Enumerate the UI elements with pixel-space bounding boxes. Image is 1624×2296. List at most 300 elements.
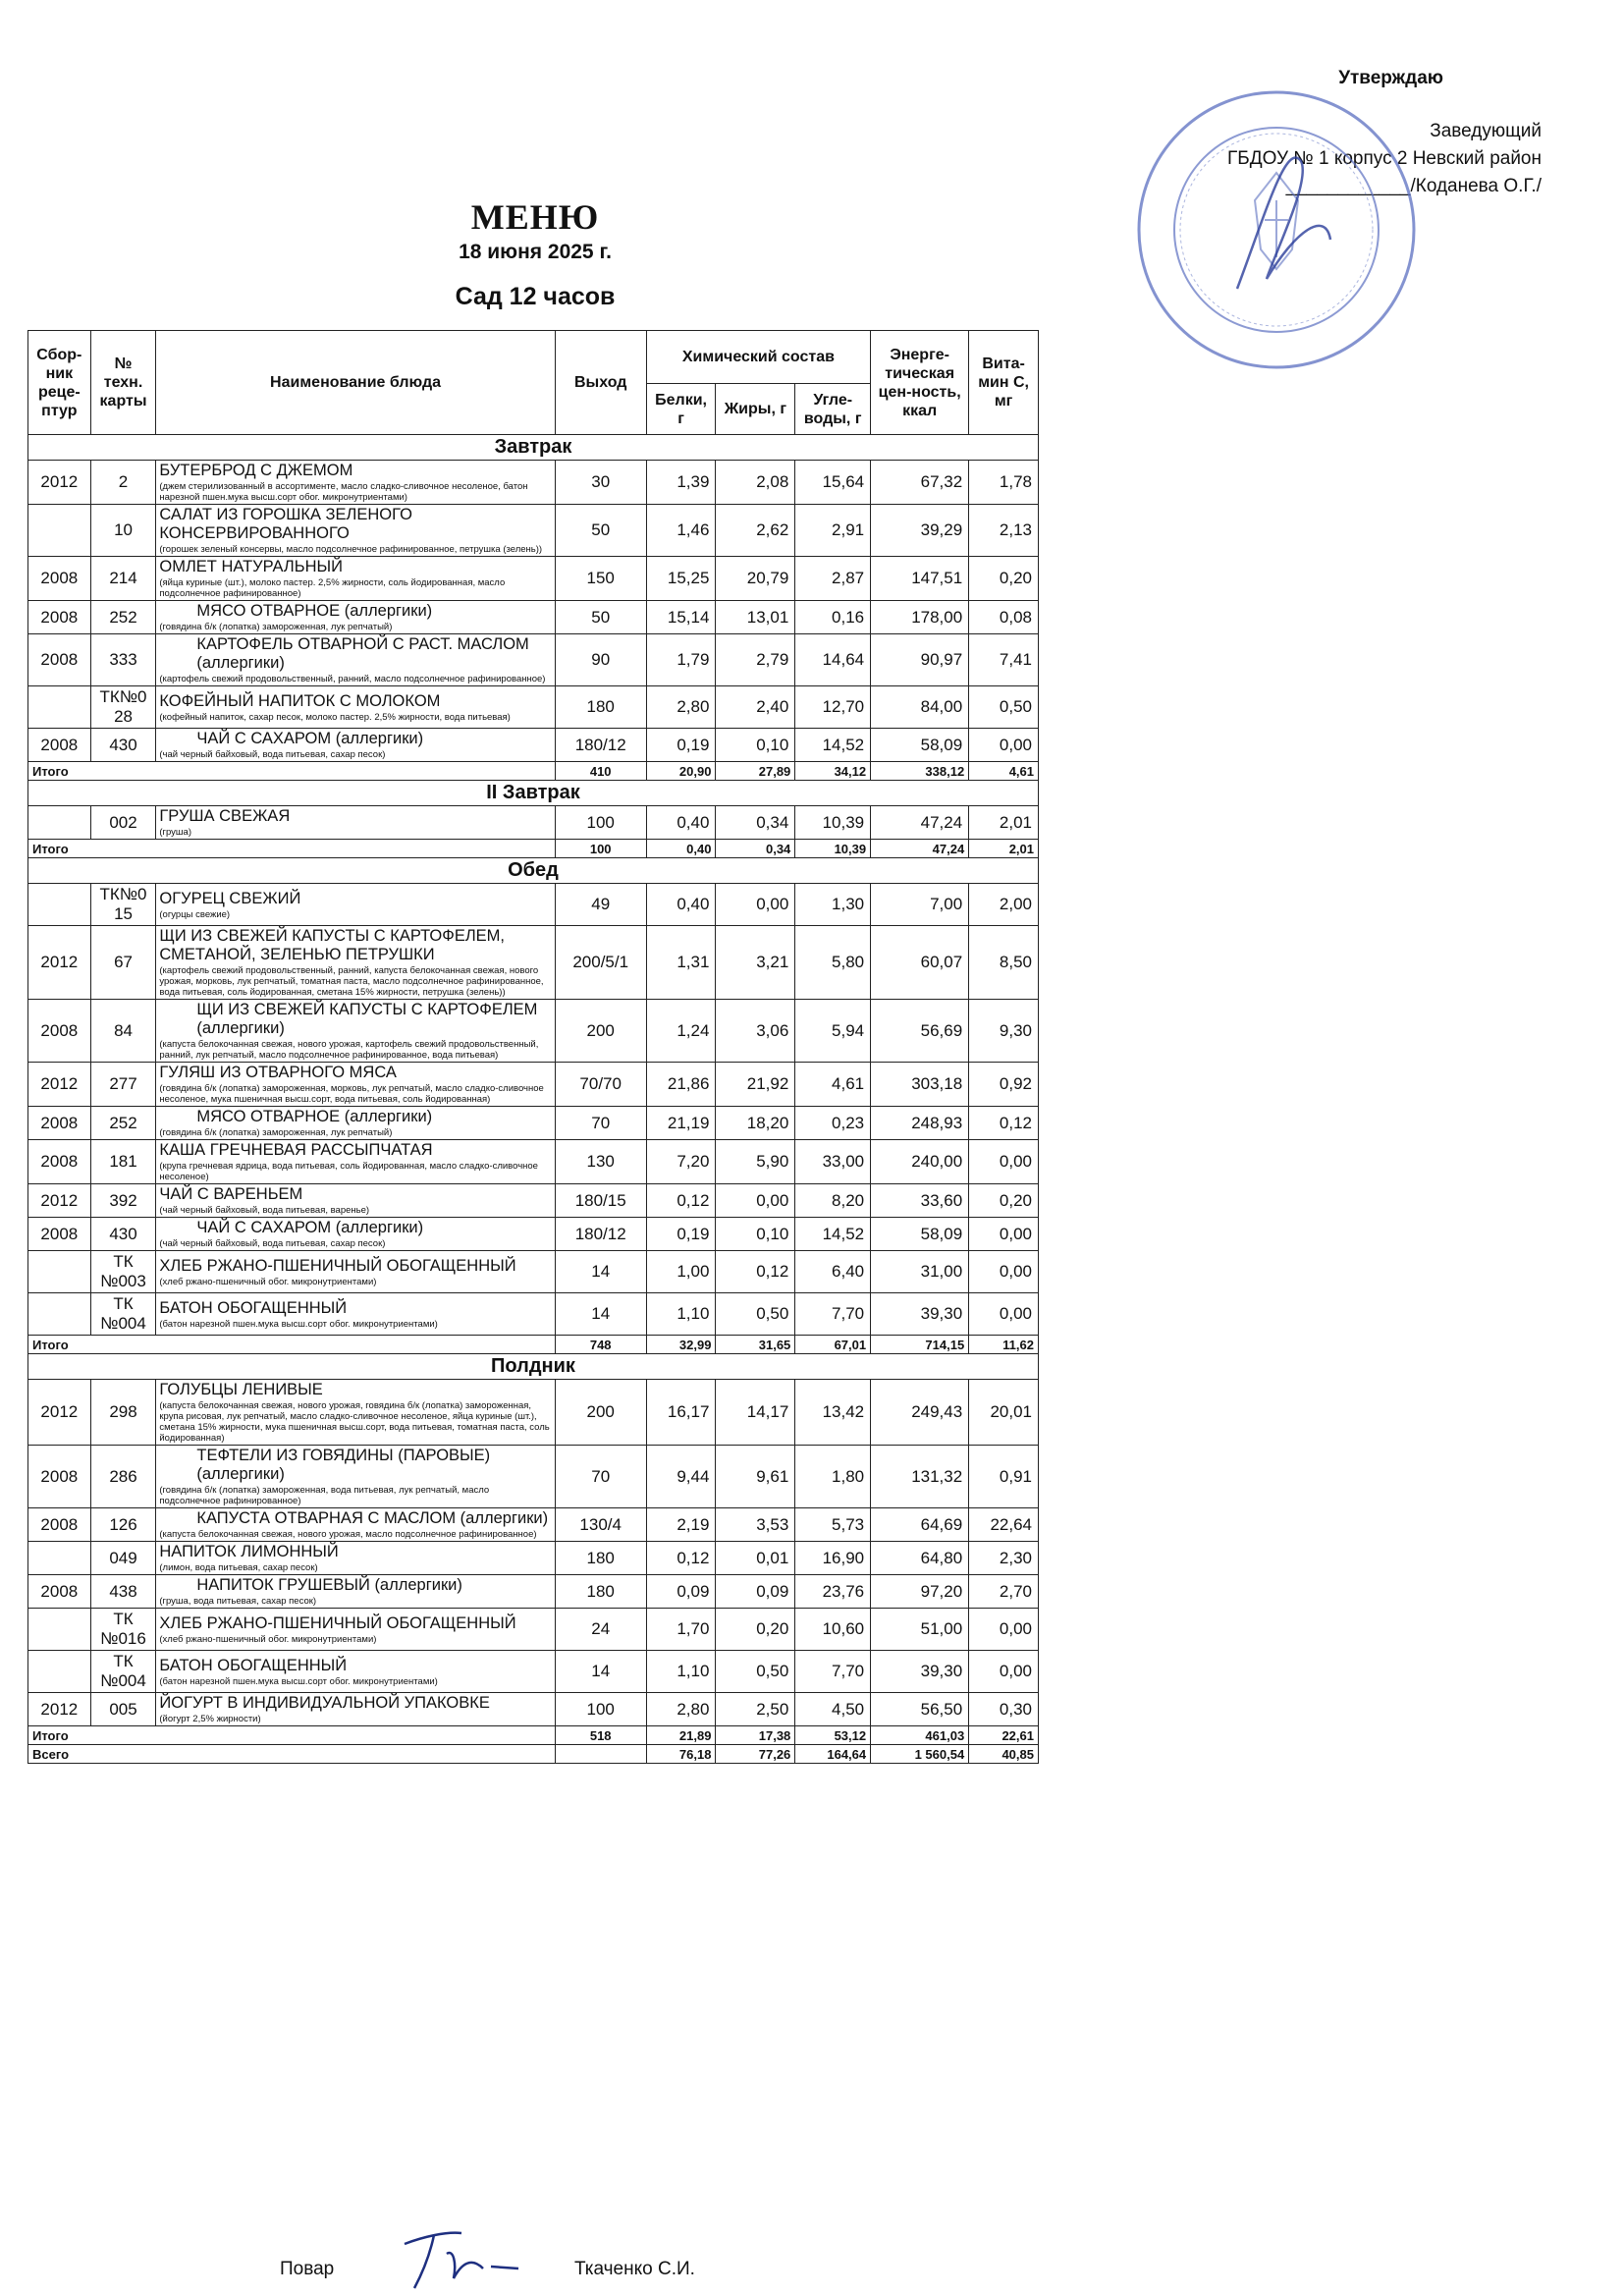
dish-row [28, 557, 1039, 601]
total-label: Итого [28, 762, 556, 781]
total-vitamin: 22,61 [969, 1726, 1039, 1745]
cell-collection [28, 505, 91, 557]
dish-row [28, 1140, 1039, 1184]
cell-vitamin: 0,50 [969, 686, 1039, 729]
cell-energy: 303,18 [871, 1063, 969, 1107]
cell-dish [156, 1218, 555, 1251]
col-card: № техн. карты [90, 331, 156, 435]
cell-fat: 3,06 [716, 1000, 795, 1063]
cell-energy: 90,97 [871, 634, 969, 686]
cell-carbs: 6,40 [795, 1251, 871, 1293]
col-vitamin: Вита-мин С, мг [969, 331, 1039, 435]
dish-row [28, 461, 1039, 505]
dish-name: БАТОН ОБОГАЩЕННЫЙ [159, 1656, 348, 1674]
cell-dish [156, 1251, 555, 1293]
menu-date: 18 июня 2025 г. [459, 241, 612, 263]
cell-collection [28, 686, 91, 729]
cell-carbs: 4,61 [795, 1063, 871, 1107]
total-energy: 47,24 [871, 840, 969, 858]
dish-row [28, 1218, 1039, 1251]
cell-protein: 15,14 [646, 601, 716, 634]
cell-dish [156, 1508, 555, 1542]
dish-row [28, 729, 1039, 762]
cell-fat: 9,61 [716, 1446, 795, 1508]
cell-energy: 147,51 [871, 557, 969, 601]
cell-fat: 18,20 [716, 1107, 795, 1140]
cell-vitamin: 2,70 [969, 1575, 1039, 1609]
cell-collection: 2012 [28, 1063, 91, 1107]
total-yield: 748 [555, 1336, 646, 1354]
section-title: Обед [28, 858, 1039, 884]
cell-carbs: 1,80 [795, 1446, 871, 1508]
cell-card: 438 [90, 1575, 156, 1609]
col-chem: Химический состав [646, 331, 870, 384]
cell-energy: 64,80 [871, 1542, 969, 1575]
cell-card: 252 [90, 601, 156, 634]
cell-vitamin: 0,00 [969, 1293, 1039, 1336]
cell-protein: 0,09 [646, 1575, 716, 1609]
cell-card: 252 [90, 1107, 156, 1140]
dish-name: ЧАЙ С САХАРОМ (аллергики) [196, 730, 424, 747]
grand-total-energy: 1 560,54 [871, 1745, 969, 1764]
total-yield: 518 [555, 1726, 646, 1745]
cell-energy: 51,00 [871, 1609, 969, 1651]
cell-energy: 39,30 [871, 1293, 969, 1336]
section-row [28, 858, 1039, 884]
cell-energy: 33,60 [871, 1184, 969, 1218]
cook-signature [393, 2210, 530, 2296]
dish-name: ОМЛЕТ НАТУРАЛЬНЫЙ [159, 558, 343, 575]
col-energy: Энерге-тическая цен-ность, ккал [871, 331, 969, 435]
cell-dish [156, 601, 555, 634]
dish-name: ЙОГУРТ В ИНДИВИДУАЛЬНОЙ УПАКОВКЕ [159, 1694, 490, 1712]
menu-group: Сад 12 часов [455, 283, 616, 310]
cell-vitamin: 0,30 [969, 1693, 1039, 1726]
dish-composition: (чай черный байховый, вода питьевая, сахар песок) [159, 1238, 386, 1249]
cell-collection: 2008 [28, 1000, 91, 1063]
cell-vitamin: 0,00 [969, 1218, 1039, 1251]
cell-energy: 84,00 [871, 686, 969, 729]
cell-vitamin: 0,00 [969, 729, 1039, 762]
section-title: Завтрак [28, 435, 1039, 461]
dish-name: КАРТОФЕЛЬ ОТВАРНОЙ С РАСТ. МАСЛОМ (аллергики) [196, 635, 529, 672]
cell-yield: 150 [555, 557, 646, 601]
dish-name: ХЛЕБ РЖАНО-ПШЕНИЧНЫЙ ОБОГАЩЕННЫЙ [159, 1256, 516, 1275]
cell-card: ТК №004 [90, 1651, 156, 1693]
approval-blank: ____________ [1285, 176, 1411, 196]
dish-composition: (йогурт 2,5% жирности) [159, 1714, 261, 1724]
cell-carbs: 0,16 [795, 601, 871, 634]
cell-fat: 0,01 [716, 1542, 795, 1575]
dish-row [28, 1609, 1039, 1651]
dish-name: МЯСО ОТВАРНОЕ (аллергики) [196, 602, 433, 620]
cell-yield: 180 [555, 686, 646, 729]
dish-composition: (чай черный байховый, вода питьевая, сахар песок) [159, 749, 386, 760]
cell-yield: 180 [555, 1542, 646, 1575]
cell-card: 2 [90, 461, 156, 505]
approval-title: Утверждаю [1338, 68, 1443, 88]
cell-fat: 2,50 [716, 1693, 795, 1726]
cell-energy: 39,29 [871, 505, 969, 557]
total-energy: 461,03 [871, 1726, 969, 1745]
total-carbs: 34,12 [795, 762, 871, 781]
cell-energy: 56,50 [871, 1693, 969, 1726]
grand-total-carbs: 164,64 [795, 1745, 871, 1764]
cell-yield: 180/15 [555, 1184, 646, 1218]
cell-collection: 2012 [28, 1184, 91, 1218]
cell-carbs: 5,80 [795, 926, 871, 1000]
cell-carbs: 5,94 [795, 1000, 871, 1063]
cell-carbs: 13,42 [795, 1380, 871, 1446]
cell-card: ТК №016 [90, 1609, 156, 1651]
cell-card: 430 [90, 729, 156, 762]
total-carbs: 67,01 [795, 1336, 871, 1354]
cell-carbs: 23,76 [795, 1575, 871, 1609]
dish-name: ОГУРЕЦ СВЕЖИЙ [159, 889, 301, 907]
cell-yield: 70 [555, 1107, 646, 1140]
cell-yield: 24 [555, 1609, 646, 1651]
cell-carbs: 2,87 [795, 557, 871, 601]
dish-composition: (яйца куриные (шт.), молоко пастер. 2,5% жирности, соль йодированная, масло подсолнечное рафинированное) [159, 577, 506, 599]
cell-collection: 2008 [28, 729, 91, 762]
cell-card: 049 [90, 1542, 156, 1575]
cell-protein: 2,80 [646, 686, 716, 729]
cell-fat: 2,79 [716, 634, 795, 686]
approval-org: ГБДОУ № 1 корпус 2 Невский район [1227, 148, 1542, 169]
cell-carbs: 4,50 [795, 1693, 871, 1726]
dish-name: ГОЛУБЦЫ ЛЕНИВЫЕ [159, 1381, 323, 1398]
cell-fat: 2,62 [716, 505, 795, 557]
cell-dish [156, 1693, 555, 1726]
cell-energy: 131,32 [871, 1446, 969, 1508]
cell-collection: 2008 [28, 1140, 91, 1184]
total-vitamin: 2,01 [969, 840, 1039, 858]
cell-yield: 180 [555, 1575, 646, 1609]
dish-row [28, 1542, 1039, 1575]
dish-name: ГУЛЯШ ИЗ ОТВАРНОГО МЯСА [159, 1064, 397, 1081]
total-protein: 32,99 [646, 1336, 716, 1354]
cell-dish [156, 1651, 555, 1693]
cell-fat: 3,53 [716, 1508, 795, 1542]
cell-fat: 0,00 [716, 1184, 795, 1218]
cell-collection: 2012 [28, 461, 91, 505]
cell-vitamin: 2,01 [969, 806, 1039, 840]
cell-yield: 70/70 [555, 1063, 646, 1107]
cell-card: ТК №004 [90, 1293, 156, 1336]
dish-name: ГРУША СВЕЖАЯ [159, 807, 291, 825]
cell-protein: 0,12 [646, 1542, 716, 1575]
cell-carbs: 15,64 [795, 461, 871, 505]
cell-protein: 1,24 [646, 1000, 716, 1063]
cell-yield: 50 [555, 505, 646, 557]
cell-fat: 3,21 [716, 926, 795, 1000]
cell-dish [156, 557, 555, 601]
cell-vitamin: 0,12 [969, 1107, 1039, 1140]
section-row [28, 435, 1039, 461]
cell-vitamin: 0,08 [969, 601, 1039, 634]
dish-row [28, 1251, 1039, 1293]
cell-carbs: 1,30 [795, 884, 871, 926]
cell-collection: 2012 [28, 926, 91, 1000]
cell-protein: 0,12 [646, 1184, 716, 1218]
dish-composition: (батон нарезной пшен.мука высш.сорт обог. микронутриентами) [159, 1318, 438, 1330]
dish-composition: (картофель свежий продовольственный, ранний, капуста белокочанная свежая, нового урожая, морковь, лук репчатый, томатная паста, масло подсолнечное рафинированное, вода питьевая, соль йодированная, сметана 15% жирности, петрушка (зелень)) [159, 965, 544, 998]
total-row [28, 840, 1039, 858]
cell-fat: 0,10 [716, 1218, 795, 1251]
section-row [28, 781, 1039, 806]
cell-card: 67 [90, 926, 156, 1000]
cell-protein: 1,10 [646, 1651, 716, 1693]
dish-composition: (груша) [159, 827, 191, 838]
cell-vitamin: 0,20 [969, 1184, 1039, 1218]
cell-vitamin: 0,00 [969, 1651, 1039, 1693]
cook-name: Ткаченко С.И. [574, 2259, 695, 2279]
cell-collection [28, 1542, 91, 1575]
dish-name: ТЕФТЕЛИ ИЗ ГОВЯДИНЫ (ПАРОВЫЕ) (аллергики) [196, 1447, 491, 1483]
cell-carbs: 33,00 [795, 1140, 871, 1184]
cell-vitamin: 0,00 [969, 1609, 1039, 1651]
cell-energy: 58,09 [871, 1218, 969, 1251]
cell-protein: 1,79 [646, 634, 716, 686]
cell-energy: 67,32 [871, 461, 969, 505]
cell-yield: 14 [555, 1251, 646, 1293]
approval-name: /Коданева О.Г./ [1410, 176, 1542, 196]
dish-row [28, 1575, 1039, 1609]
dish-composition: (говядина б/к (лопатка) замороженная, вода питьевая, лук репчатый, масло подсолнечное рафинированное) [159, 1485, 490, 1506]
cell-collection [28, 1609, 91, 1651]
cell-card: ТК№0 28 [90, 686, 156, 729]
total-fat: 27,89 [716, 762, 795, 781]
dish-row [28, 634, 1039, 686]
cell-carbs: 2,91 [795, 505, 871, 557]
total-label: Итого [28, 840, 556, 858]
cell-card: 277 [90, 1063, 156, 1107]
cell-dish [156, 1293, 555, 1336]
dish-row [28, 505, 1039, 557]
cell-collection: 2008 [28, 1508, 91, 1542]
cell-card: 84 [90, 1000, 156, 1063]
cell-carbs: 12,70 [795, 686, 871, 729]
dish-composition: (джем стерилизованный в ассортименте, масло сладко-сливочное несоленое, батон нарезной пшен.мука высш.сорт обог. микронутриентами) [159, 481, 528, 503]
dish-name: САЛАТ ИЗ ГОРОШКА ЗЕЛЕНОГО КОНСЕРВИРОВАННОГО [159, 506, 412, 542]
cell-protein: 2,80 [646, 1693, 716, 1726]
cell-energy: 178,00 [871, 601, 969, 634]
cell-card: 286 [90, 1446, 156, 1508]
page-title: МЕНЮ [470, 197, 600, 237]
cell-dish [156, 1140, 555, 1184]
cell-card: ТК №003 [90, 1251, 156, 1293]
cell-yield: 130 [555, 1140, 646, 1184]
cell-energy: 47,24 [871, 806, 969, 840]
cell-dish [156, 926, 555, 1000]
cell-protein: 21,86 [646, 1063, 716, 1107]
dish-composition: (огурцы свежие) [159, 908, 231, 920]
cell-energy: 7,00 [871, 884, 969, 926]
cell-collection [28, 806, 91, 840]
cell-vitamin: 0,00 [969, 1140, 1039, 1184]
cell-dish [156, 1446, 555, 1508]
cell-fat: 0,50 [716, 1651, 795, 1693]
cell-protein: 1,70 [646, 1609, 716, 1651]
cell-protein: 7,20 [646, 1140, 716, 1184]
cell-yield: 14 [555, 1651, 646, 1693]
cook-role: Повар [280, 2259, 335, 2279]
dish-composition: (картофель свежий продовольственный, ранний, масло подсолнечное рафинированное) [159, 674, 546, 684]
cell-vitamin: 9,30 [969, 1000, 1039, 1063]
cell-dish [156, 505, 555, 557]
cell-carbs: 8,20 [795, 1184, 871, 1218]
dish-name: КОФЕЙНЫЙ НАПИТОК С МОЛОКОМ [159, 691, 441, 710]
dish-composition: (капуста белокочанная свежая, нового урожая, говядина б/к (лопатка) замороженная, крупа рисовая, лук репчатый, масло сладко-сливочное несоленое, яйца куриные (шт.), сметана 15% жирности, мука пшеничная высш.сорт, вода питьевая, томатная паста, соль йодированная) [159, 1400, 550, 1444]
cell-fat: 13,01 [716, 601, 795, 634]
grand-total-protein: 76,18 [646, 1745, 716, 1764]
dish-composition: (хлеб ржано-пшеничный обог. микронутриентами) [159, 1276, 377, 1287]
col-carbs: Угле-воды, г [795, 384, 871, 435]
col-protein: Белки, г [646, 384, 716, 435]
cell-yield: 200 [555, 1380, 646, 1446]
total-fat: 31,65 [716, 1336, 795, 1354]
cell-yield: 180/12 [555, 729, 646, 762]
dish-composition: (говядина б/к (лопатка) замороженная, лук репчатый) [159, 622, 393, 632]
cell-energy: 60,07 [871, 926, 969, 1000]
dish-composition: (горошек зеленый консервы, масло подсолнечное рафинированное, петрушка (зелень)) [159, 544, 543, 555]
cell-vitamin: 2,13 [969, 505, 1039, 557]
dish-row [28, 1446, 1039, 1508]
cell-carbs: 5,73 [795, 1508, 871, 1542]
total-row [28, 762, 1039, 781]
cell-card: 10 [90, 505, 156, 557]
cell-collection [28, 1293, 91, 1336]
menu-table [27, 330, 1039, 1764]
cell-protein: 0,40 [646, 884, 716, 926]
cell-yield: 200 [555, 1000, 646, 1063]
col-collection: Сбор-ник реце-птур [28, 331, 91, 435]
dish-row [28, 1000, 1039, 1063]
dish-row [28, 1293, 1039, 1336]
dish-name: ЩИ ИЗ СВЕЖЕЙ КАПУСТЫ С КАРТОФЕЛЕМ, СМЕТАНОЙ, ЗЕЛЕНЬЮ ПЕТРУШКИ [159, 927, 505, 963]
cell-protein: 16,17 [646, 1380, 716, 1446]
dish-composition: (капуста белокочанная свежая, нового урожая, картофель свежий продовольственный, ранний, лук репчатый, масло подсолнечное рафинированное, вода питьевая) [159, 1039, 539, 1061]
cell-dish [156, 461, 555, 505]
cell-collection: 2008 [28, 601, 91, 634]
cell-card: 181 [90, 1140, 156, 1184]
dish-composition: (говядина б/к (лопатка) замороженная, морковь, лук репчатый, масло сладко-сливочное несоленое, мука пшеничная высш.сорт, вода питьевая, соль йодированная) [159, 1083, 544, 1105]
dish-composition: (хлеб ржано-пшеничный обог. микронутриентами) [159, 1633, 377, 1645]
menu-body [28, 435, 1039, 1764]
cell-card: 005 [90, 1693, 156, 1726]
dish-name: НАПИТОК ЛИМОННЫЙ [159, 1543, 339, 1560]
cell-collection: 2008 [28, 1218, 91, 1251]
dish-name: ЩИ ИЗ СВЕЖЕЙ КАПУСТЫ С КАРТОФЕЛЕМ (аллергики) [196, 1001, 538, 1037]
cell-energy: 249,43 [871, 1380, 969, 1446]
cell-collection: 2008 [28, 557, 91, 601]
dish-row [28, 806, 1039, 840]
cell-fat: 5,90 [716, 1140, 795, 1184]
col-fat: Жиры, г [716, 384, 795, 435]
dish-name: ХЛЕБ РЖАНО-ПШЕНИЧНЫЙ ОБОГАЩЕННЫЙ [159, 1613, 516, 1632]
dish-composition: (чай черный байховый, вода питьевая, варенье) [159, 1205, 370, 1216]
cell-collection [28, 1651, 91, 1693]
dish-name: БУТЕРБРОД С ДЖЕМОМ [159, 462, 353, 479]
dish-composition: (говядина б/к (лопатка) замороженная, лук репчатый) [159, 1127, 393, 1138]
section-title: Полдник [28, 1354, 1039, 1380]
cell-dish [156, 1000, 555, 1063]
cell-carbs: 14,52 [795, 729, 871, 762]
col-yield: Выход [555, 331, 646, 435]
cell-protein: 9,44 [646, 1446, 716, 1508]
dish-row [28, 1508, 1039, 1542]
cell-collection [28, 1251, 91, 1293]
cell-vitamin: 0,00 [969, 1251, 1039, 1293]
dish-name: ЧАЙ С ВАРЕНЬЕМ [159, 1185, 303, 1203]
cell-energy: 64,69 [871, 1508, 969, 1542]
cell-dish [156, 1380, 555, 1446]
dish-row [28, 601, 1039, 634]
cell-card: ТК№0 15 [90, 884, 156, 926]
cell-energy: 56,69 [871, 1000, 969, 1063]
cell-dish [156, 1184, 555, 1218]
dish-name: НАПИТОК ГРУШЕВЫЙ (аллергики) [196, 1576, 462, 1594]
grand-total-vitamin: 40,85 [969, 1745, 1039, 1764]
total-fat: 0,34 [716, 840, 795, 858]
dish-name: КАША ГРЕЧНЕВАЯ РАССЫПЧАТАЯ [159, 1141, 433, 1159]
section-title: II Завтрак [28, 781, 1039, 806]
cell-dish [156, 729, 555, 762]
total-vitamin: 11,62 [969, 1336, 1039, 1354]
cell-energy: 31,00 [871, 1251, 969, 1293]
cell-fat: 0,00 [716, 884, 795, 926]
cell-energy: 248,93 [871, 1107, 969, 1140]
cell-vitamin: 22,64 [969, 1508, 1039, 1542]
cell-vitamin: 0,92 [969, 1063, 1039, 1107]
total-carbs: 53,12 [795, 1726, 871, 1745]
cell-fat: 0,09 [716, 1575, 795, 1609]
dish-composition: (лимон, вода питьевая, сахар песок) [159, 1562, 318, 1573]
stamp-seal [1129, 82, 1424, 377]
total-label: Итого [28, 1336, 556, 1354]
dish-row [28, 1380, 1039, 1446]
cell-fat: 0,34 [716, 806, 795, 840]
cell-fat: 2,40 [716, 686, 795, 729]
col-dish: Наименование блюда [156, 331, 555, 435]
dish-composition: (крупа гречневая ядрица, вода питьевая, соль йодированная, масло сладко-сливочное несоленое) [159, 1161, 538, 1182]
cell-dish [156, 1542, 555, 1575]
dish-name: ЧАЙ С САХАРОМ (аллергики) [196, 1219, 424, 1236]
dish-row [28, 686, 1039, 729]
cell-vitamin: 1,78 [969, 461, 1039, 505]
dish-name: МЯСО ОТВАРНОЕ (аллергики) [196, 1108, 433, 1125]
approval-position: Заведующий [1430, 121, 1542, 141]
dish-row [28, 1693, 1039, 1726]
cell-collection: 2008 [28, 1107, 91, 1140]
cell-fat: 0,20 [716, 1609, 795, 1651]
cell-carbs: 10,60 [795, 1609, 871, 1651]
cell-yield: 90 [555, 634, 646, 686]
cell-card: 002 [90, 806, 156, 840]
cell-yield: 14 [555, 1293, 646, 1336]
cell-protein: 0,40 [646, 806, 716, 840]
cell-carbs: 0,23 [795, 1107, 871, 1140]
cell-protein: 1,10 [646, 1293, 716, 1336]
cell-vitamin: 2,30 [969, 1542, 1039, 1575]
total-vitamin: 4,61 [969, 762, 1039, 781]
cell-yield: 100 [555, 1693, 646, 1726]
cell-carbs: 14,64 [795, 634, 871, 686]
cell-carbs: 7,70 [795, 1651, 871, 1693]
total-yield: 100 [555, 840, 646, 858]
total-protein: 20,90 [646, 762, 716, 781]
cell-yield: 30 [555, 461, 646, 505]
